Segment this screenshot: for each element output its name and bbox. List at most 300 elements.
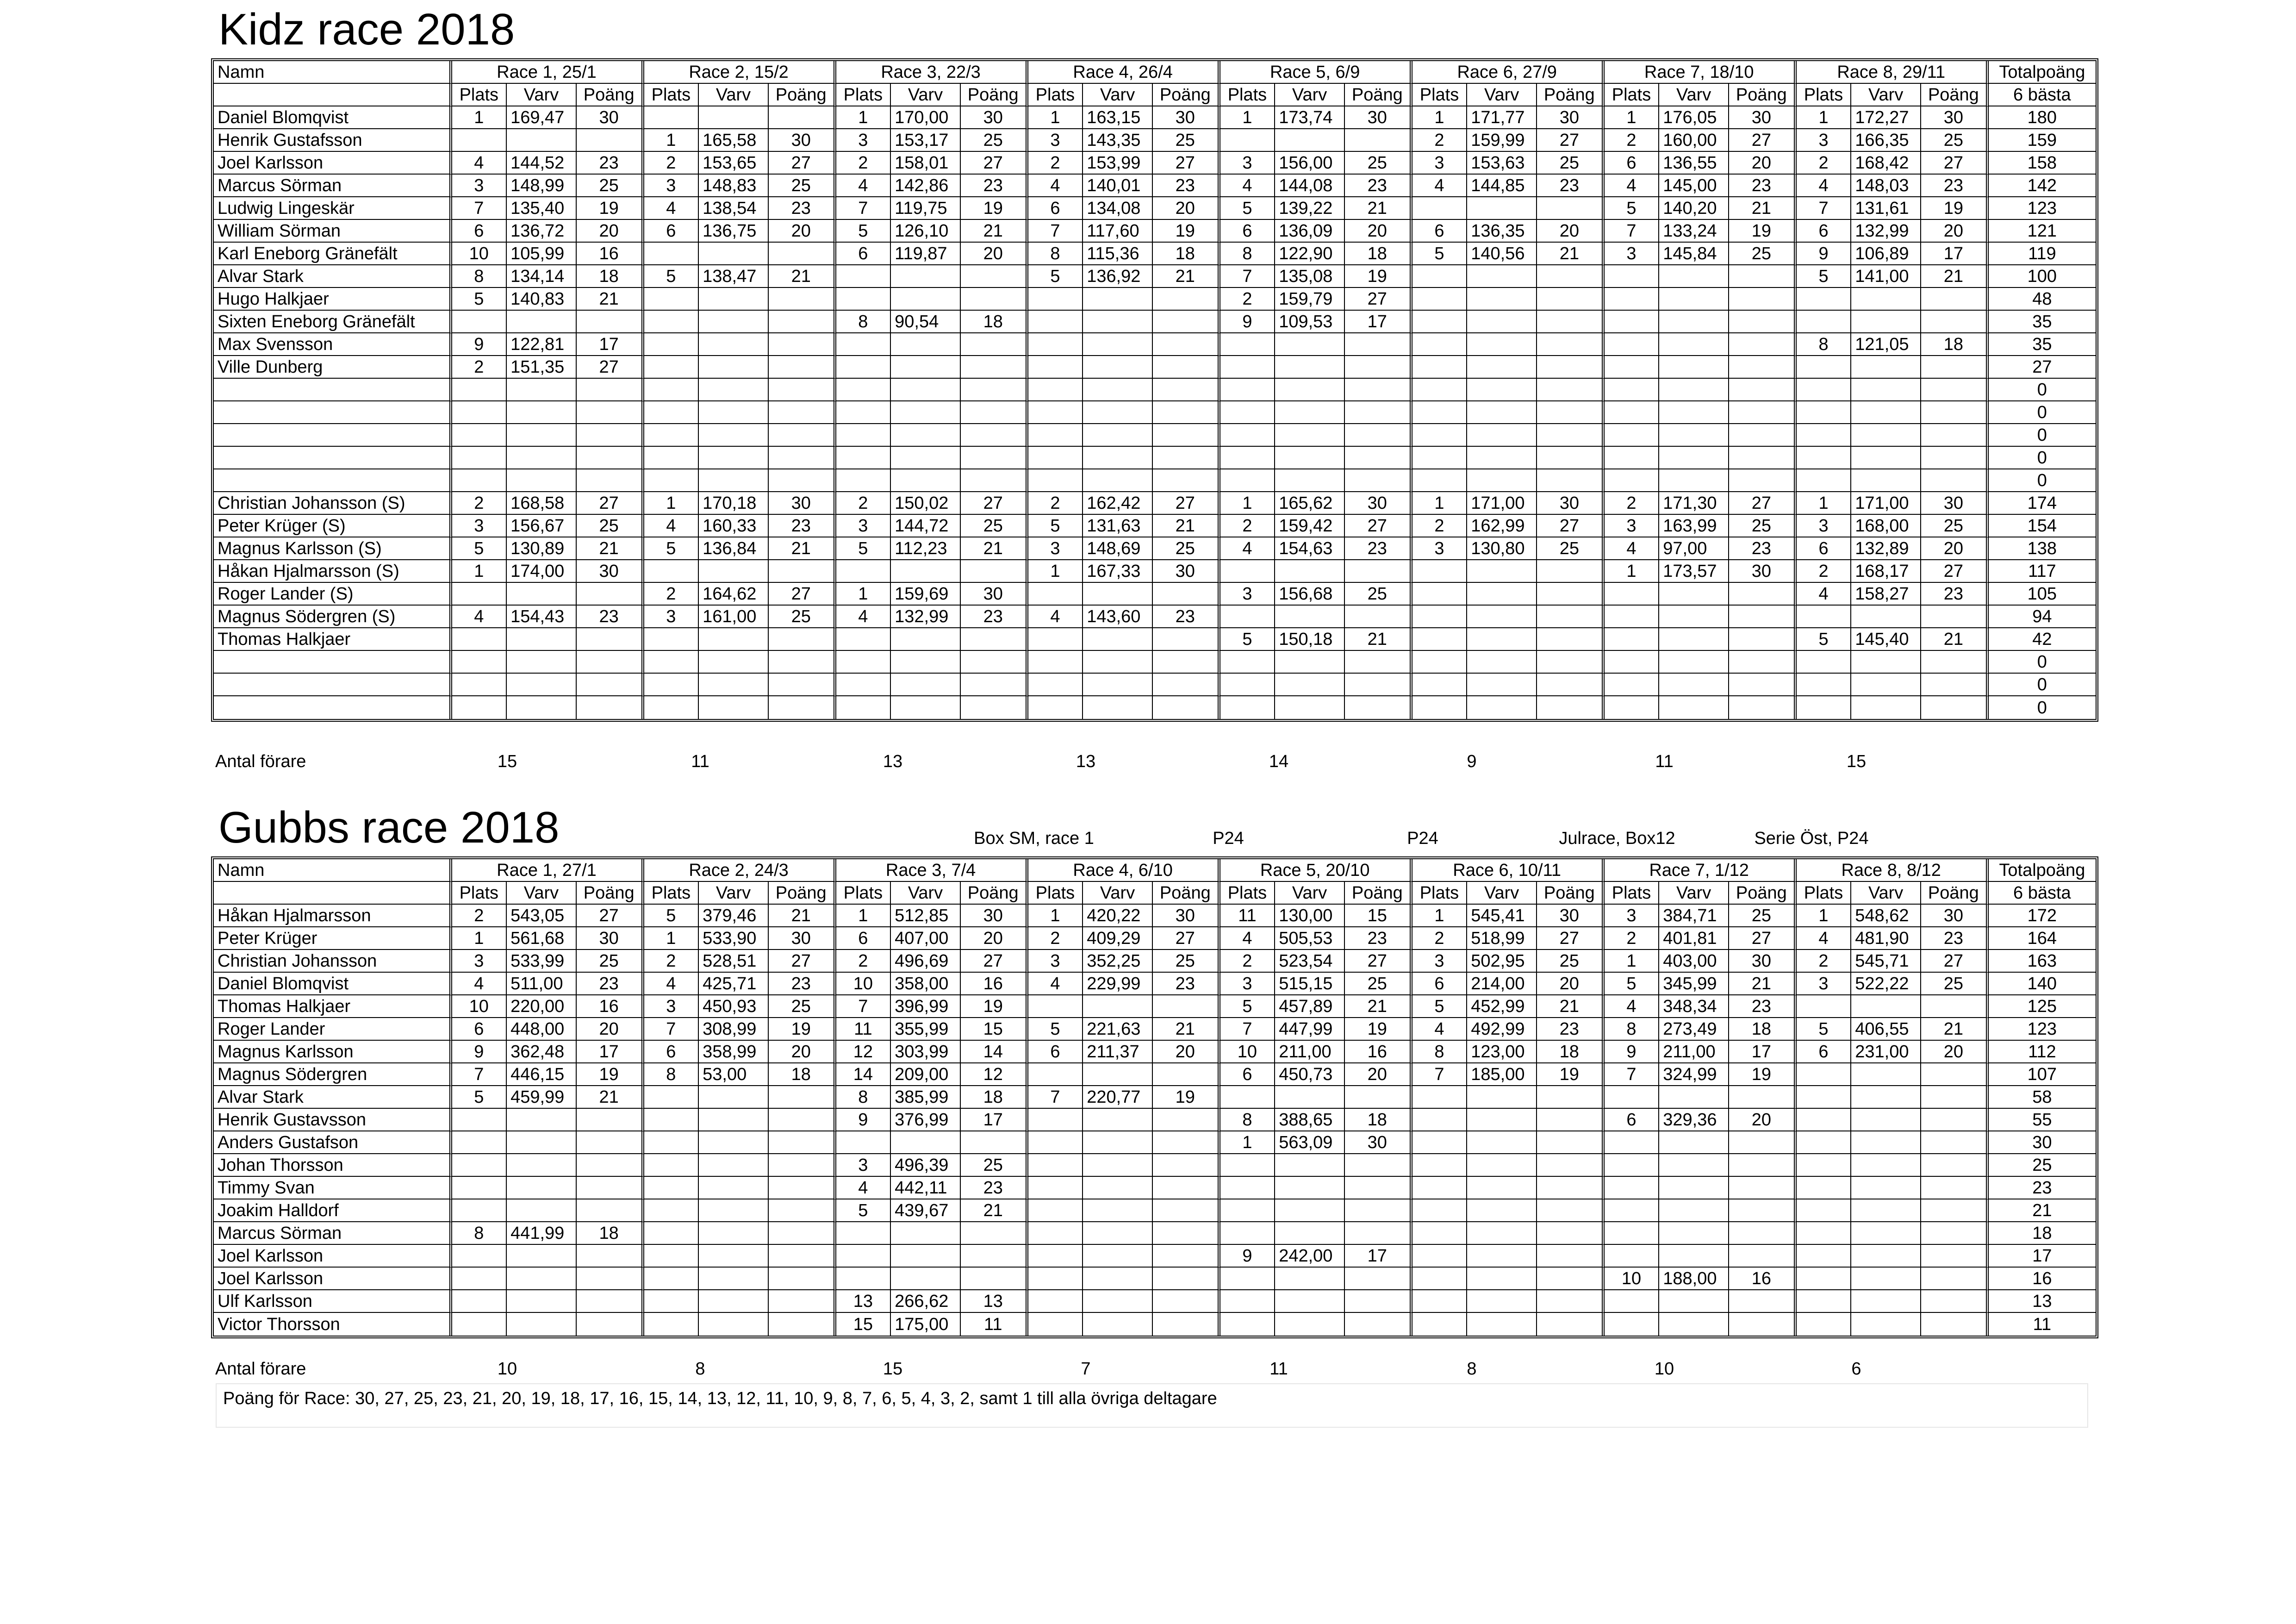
cell-varv xyxy=(507,1199,577,1222)
cell-varv xyxy=(1467,696,1537,719)
cell-varv xyxy=(1083,1245,1153,1268)
table-row xyxy=(214,401,2096,424)
cell-plats xyxy=(1605,1131,1660,1154)
cell-poang: 14 xyxy=(961,1041,1028,1063)
cell-plats xyxy=(452,1109,507,1131)
cell-varv: 159,99 xyxy=(1467,129,1537,152)
kidz-results-table xyxy=(211,58,2098,722)
cell-plats: 10 xyxy=(1220,1041,1276,1063)
cell-varv: 145,40 xyxy=(1851,628,1921,651)
cell-varv: 376,99 xyxy=(891,1109,961,1131)
table-row xyxy=(214,515,2096,537)
cell-plats xyxy=(452,379,507,401)
sub-header-plats: Plats xyxy=(644,882,699,905)
sub-header-poang: Poäng xyxy=(1921,882,1989,905)
cell-plats: 8 xyxy=(1605,1018,1660,1041)
cell-poang xyxy=(1153,1177,1220,1199)
total-sub-header: 6 bästa xyxy=(1989,84,2096,106)
cell-varv xyxy=(1467,1222,1537,1245)
cell-varv: 273,49 xyxy=(1659,1018,1729,1041)
cell-plats: 7 xyxy=(1220,1018,1276,1041)
cell-varv: 505,53 xyxy=(1275,927,1345,950)
cell-poang: 30 xyxy=(1153,905,1220,927)
total-points: 0 xyxy=(1989,651,2096,674)
race-header-7: Race 7, 18/10 xyxy=(1605,61,1797,84)
cell-poang xyxy=(1153,288,1220,311)
total-points: 142 xyxy=(1989,175,2096,197)
cell-poang xyxy=(769,1109,836,1131)
cell-varv xyxy=(507,129,577,152)
cell-plats xyxy=(1605,1086,1660,1109)
cell-plats xyxy=(1605,606,1660,628)
cell-plats xyxy=(1220,129,1276,152)
cell-plats: 3 xyxy=(1797,129,1852,152)
cell-poang: 21 xyxy=(1345,197,1412,220)
cell-plats: 3 xyxy=(1412,950,1468,973)
cell-plats xyxy=(1220,1086,1276,1109)
sub-header-poang: Poäng xyxy=(1153,84,1220,106)
cell-varv xyxy=(507,1154,577,1177)
cell-plats xyxy=(1605,424,1660,447)
cell-plats: 4 xyxy=(1797,583,1852,606)
cell-varv: 168,17 xyxy=(1851,560,1921,583)
cell-plats xyxy=(1412,424,1468,447)
cell-poang: 19 xyxy=(961,197,1028,220)
cell-plats xyxy=(644,311,699,333)
cell-plats: 6 xyxy=(644,1041,699,1063)
total-points: 23 xyxy=(1989,1177,2096,1199)
cell-poang: 25 xyxy=(769,995,836,1018)
cell-poang xyxy=(1537,583,1605,606)
cell-plats xyxy=(1797,379,1852,401)
cell-plats: 2 xyxy=(644,950,699,973)
cell-varv xyxy=(699,401,769,424)
cell-poang xyxy=(1153,696,1220,719)
cell-plats: 4 xyxy=(1028,973,1083,995)
cell-plats xyxy=(1220,1177,1276,1199)
cell-varv xyxy=(1083,447,1153,469)
cell-poang: 25 xyxy=(1345,152,1412,175)
cell-varv: 135,40 xyxy=(507,197,577,220)
cell-poang: 30 xyxy=(577,106,644,129)
cell-plats: 1 xyxy=(1220,492,1276,515)
cell-poang xyxy=(961,333,1028,356)
cell-poang: 25 xyxy=(1153,537,1220,560)
cell-plats: 1 xyxy=(1220,106,1276,129)
table-row xyxy=(214,560,2096,583)
cell-plats xyxy=(1220,674,1276,696)
cell-plats: 2 xyxy=(836,152,891,175)
cell-plats xyxy=(1028,333,1083,356)
race-header-3: Race 3, 22/3 xyxy=(836,61,1028,84)
cell-poang: 19 xyxy=(577,197,644,220)
cell-plats xyxy=(644,424,699,447)
cell-varv xyxy=(1659,583,1729,606)
sub-header-plats: Plats xyxy=(1412,84,1468,106)
cell-plats xyxy=(1028,1268,1083,1290)
total-header: Totalpoäng xyxy=(1989,61,2096,84)
cell-poang xyxy=(577,129,644,152)
table-row xyxy=(214,197,2096,220)
cell-varv: 121,05 xyxy=(1851,333,1921,356)
cell-plats xyxy=(1605,379,1660,401)
cell-plats: 1 xyxy=(452,927,507,950)
cell-plats xyxy=(1412,1131,1468,1154)
cell-poang: 20 xyxy=(577,1018,644,1041)
driver-name: Timmy Svan xyxy=(214,1177,452,1199)
cell-plats: 3 xyxy=(452,515,507,537)
cell-plats: 4 xyxy=(452,152,507,175)
table-row xyxy=(214,129,2096,152)
cell-varv: 355,99 xyxy=(891,1018,961,1041)
cell-plats: 3 xyxy=(644,175,699,197)
cell-poang: 30 xyxy=(1729,106,1797,129)
cell-plats: 3 xyxy=(1220,583,1276,606)
cell-poang: 27 xyxy=(961,152,1028,175)
cell-plats xyxy=(1797,651,1852,674)
driver-name: Peter Krüger (S) xyxy=(214,515,452,537)
cell-varv: 122,90 xyxy=(1275,243,1345,265)
cell-poang: 21 xyxy=(1345,995,1412,1018)
cell-poang xyxy=(1153,424,1220,447)
cell-varv xyxy=(1083,1313,1153,1336)
cell-poang xyxy=(1345,1222,1412,1245)
cell-varv: 170,00 xyxy=(891,106,961,129)
cell-plats xyxy=(1797,1222,1852,1245)
cell-plats xyxy=(1412,1199,1468,1222)
cell-poang xyxy=(1153,447,1220,469)
cell-plats: 4 xyxy=(1797,175,1852,197)
cell-varv: 345,99 xyxy=(1659,973,1729,995)
cell-plats: 7 xyxy=(1412,1063,1468,1086)
cell-plats xyxy=(1028,1131,1083,1154)
cell-plats xyxy=(644,696,699,719)
table-row xyxy=(214,311,2096,333)
driver-name: Joel Karlsson xyxy=(214,1245,452,1268)
cell-varv xyxy=(1275,606,1345,628)
total-points: 174 xyxy=(1989,492,2096,515)
points-footnote: Poäng för Race: 30, 27, 25, 23, 21, 20, 19, 18, 17, 16, 15, 14, 13, 12, 11, 10, 9, 8, 7, 6, 5, 4, 3, 2, samt 1 till alla övriga deltagare xyxy=(216,1383,2088,1428)
cell-varv: 409,29 xyxy=(1083,927,1153,950)
cell-plats: 7 xyxy=(1797,197,1852,220)
cell-plats: 6 xyxy=(1220,220,1276,243)
cell-poang: 16 xyxy=(1729,1268,1797,1290)
cell-poang xyxy=(577,674,644,696)
cell-plats xyxy=(1412,311,1468,333)
cell-varv xyxy=(1467,1313,1537,1336)
cell-plats xyxy=(1605,469,1660,492)
cell-varv xyxy=(1083,628,1153,651)
cell-varv xyxy=(1275,1199,1345,1222)
cell-varv: 496,69 xyxy=(891,950,961,973)
cell-varv xyxy=(1467,1109,1537,1131)
cell-plats: 6 xyxy=(1605,152,1660,175)
cell-varv xyxy=(891,1222,961,1245)
cell-poang xyxy=(1729,265,1797,288)
cell-poang: 25 xyxy=(577,175,644,197)
cell-plats: 3 xyxy=(644,995,699,1018)
cell-varv: 119,75 xyxy=(891,197,961,220)
cell-poang xyxy=(1153,628,1220,651)
cell-poang xyxy=(1537,1199,1605,1222)
cell-poang xyxy=(1921,288,1989,311)
cell-plats xyxy=(1412,1086,1468,1109)
cell-varv xyxy=(1083,674,1153,696)
cell-varv: 143,60 xyxy=(1083,606,1153,628)
cell-plats: 6 xyxy=(1797,1041,1852,1063)
cell-plats: 2 xyxy=(452,905,507,927)
gubbs-header-race-row xyxy=(214,859,2096,882)
cell-plats xyxy=(644,106,699,129)
total-points: 11 xyxy=(2033,1314,2052,1334)
cell-poang xyxy=(1729,1290,1797,1313)
cell-poang xyxy=(1921,1109,1989,1131)
total-points: 117 xyxy=(1989,560,2096,583)
cell-poang xyxy=(1921,1313,1989,1336)
cell-varv: 140,56 xyxy=(1467,243,1537,265)
cell-poang xyxy=(577,469,644,492)
cell-poang xyxy=(1537,560,1605,583)
cell-plats: 5 xyxy=(1605,197,1660,220)
cell-plats xyxy=(1797,1131,1852,1154)
cell-varv xyxy=(699,1313,769,1336)
cell-plats: 3 xyxy=(836,1154,891,1177)
cell-varv: 151,35 xyxy=(507,356,577,379)
cell-poang: 17 xyxy=(1345,1245,1412,1268)
sub-header-plats: Plats xyxy=(1797,882,1852,905)
sub-header-plats: Plats xyxy=(1028,882,1083,905)
cell-poang xyxy=(1537,1154,1605,1177)
cell-plats xyxy=(452,1177,507,1199)
driver-name: Magnus Karlsson xyxy=(214,1041,452,1063)
cell-poang xyxy=(577,447,644,469)
cell-plats xyxy=(1605,1199,1660,1222)
total-points: 0 xyxy=(1989,424,2096,447)
cell-varv xyxy=(891,424,961,447)
cell-poang: 30 xyxy=(769,492,836,515)
cell-plats xyxy=(1797,311,1852,333)
cell-plats: 4 xyxy=(836,606,891,628)
cell-varv: 211,00 xyxy=(1275,1041,1345,1063)
cell-varv xyxy=(699,424,769,447)
table-row xyxy=(214,379,2096,401)
cell-plats: 2 xyxy=(1605,927,1660,950)
cell-varv xyxy=(507,401,577,424)
cell-poang: 27 xyxy=(577,492,644,515)
cell-varv: 496,39 xyxy=(891,1154,961,1177)
cell-poang xyxy=(769,1290,836,1313)
cell-varv: 441,99 xyxy=(507,1222,577,1245)
cell-poang: 20 xyxy=(1153,197,1220,220)
cell-varv: 492,99 xyxy=(1467,1018,1537,1041)
cell-plats xyxy=(1028,1109,1083,1131)
cell-varv xyxy=(699,651,769,674)
cell-plats: 3 xyxy=(1220,152,1276,175)
sub-header-plats: Plats xyxy=(1220,84,1276,106)
cell-plats: 7 xyxy=(1028,220,1083,243)
cell-poang: 27 xyxy=(1537,515,1605,537)
driver-name xyxy=(214,401,452,424)
cell-poang: 18 xyxy=(961,1086,1028,1109)
cell-plats: 7 xyxy=(1605,220,1660,243)
total-points: 42 xyxy=(1989,628,2096,651)
cell-varv xyxy=(1659,1177,1729,1199)
cell-plats xyxy=(836,1268,891,1290)
cell-poang xyxy=(961,265,1028,288)
total-header: Totalpoäng xyxy=(1989,859,2096,882)
cell-poang: 23 xyxy=(1345,175,1412,197)
cell-plats xyxy=(1797,1245,1852,1268)
cell-plats xyxy=(1028,995,1083,1018)
cell-plats xyxy=(1412,1154,1468,1177)
cell-plats xyxy=(1797,1177,1852,1199)
cell-plats xyxy=(1797,1154,1852,1177)
driver-count-race-5: 14 xyxy=(1269,752,1289,771)
cell-varv xyxy=(1083,469,1153,492)
cell-varv: 138,47 xyxy=(699,265,769,288)
cell-varv xyxy=(1851,401,1921,424)
cell-varv: 112,23 xyxy=(891,537,961,560)
cell-poang xyxy=(769,1177,836,1199)
cell-poang: 16 xyxy=(1345,1041,1412,1063)
cell-poang xyxy=(1537,651,1605,674)
cell-plats: 7 xyxy=(452,197,507,220)
cell-poang xyxy=(1153,995,1220,1018)
table-row xyxy=(214,469,2096,492)
cell-plats: 8 xyxy=(1028,243,1083,265)
cell-varv xyxy=(1851,1245,1921,1268)
cell-poang: 25 xyxy=(1921,129,1989,152)
cell-varv: 148,69 xyxy=(1083,537,1153,560)
cell-poang: 30 xyxy=(1153,106,1220,129)
cell-varv xyxy=(891,696,961,719)
cell-poang xyxy=(961,628,1028,651)
cell-plats: 3 xyxy=(1028,129,1083,152)
cell-poang xyxy=(1537,1131,1605,1154)
cell-plats: 11 xyxy=(836,1018,891,1041)
cell-plats xyxy=(1028,1154,1083,1177)
cell-plats: 9 xyxy=(1220,1245,1276,1268)
race-header-7: Race 7, 1/12 xyxy=(1605,859,1797,882)
cell-plats: 5 xyxy=(1220,628,1276,651)
driver-count-race-1: 15 xyxy=(497,752,517,771)
cell-poang: 19 xyxy=(1153,220,1220,243)
cell-varv: 140,01 xyxy=(1083,175,1153,197)
cell-poang: 30 xyxy=(769,129,836,152)
cell-poang xyxy=(1153,1063,1220,1086)
cell-poang xyxy=(1537,424,1605,447)
cell-poang xyxy=(769,424,836,447)
cell-poang xyxy=(1921,401,1989,424)
sub-header-poang: Poäng xyxy=(1729,84,1797,106)
gubbs-driver-count-label: Antal förare xyxy=(215,1359,306,1379)
cell-poang: 30 xyxy=(1345,1131,1412,1154)
cell-varv xyxy=(699,674,769,696)
total-points: 159 xyxy=(1989,129,2096,152)
cell-varv xyxy=(1083,401,1153,424)
cell-varv: 156,68 xyxy=(1275,583,1345,606)
total-points: 119 xyxy=(1989,243,2096,265)
cell-varv: 162,42 xyxy=(1083,492,1153,515)
sub-header-varv: Varv xyxy=(699,84,769,106)
cell-poang xyxy=(577,1268,644,1290)
sub-header-varv: Varv xyxy=(1467,84,1537,106)
cell-plats xyxy=(644,1109,699,1131)
cell-poang xyxy=(769,1245,836,1268)
cell-plats xyxy=(1028,356,1083,379)
sub-header-poang: Poäng xyxy=(961,84,1028,106)
cell-poang xyxy=(577,696,644,719)
cell-varv: 384,71 xyxy=(1659,905,1729,927)
cell-varv xyxy=(1851,651,1921,674)
cell-poang: 27 xyxy=(769,950,836,973)
cell-varv: 168,58 xyxy=(507,492,577,515)
cell-poang xyxy=(1729,288,1797,311)
cell-plats xyxy=(1220,333,1276,356)
cell-varv xyxy=(1467,356,1537,379)
cell-poang xyxy=(1537,696,1605,719)
cell-plats: 1 xyxy=(836,905,891,927)
cell-poang: 20 xyxy=(1729,152,1797,175)
cell-poang: 17 xyxy=(961,1109,1028,1131)
cell-varv: 172,27 xyxy=(1851,106,1921,129)
cell-plats: 1 xyxy=(1605,106,1660,129)
cell-poang xyxy=(1153,469,1220,492)
cell-plats xyxy=(836,628,891,651)
cell-varv: 150,02 xyxy=(891,492,961,515)
race-header-4: Race 4, 6/10 xyxy=(1028,859,1220,882)
cell-varv xyxy=(699,1199,769,1222)
cell-varv xyxy=(1659,447,1729,469)
cell-plats: 3 xyxy=(1605,515,1660,537)
table-row xyxy=(214,950,2096,973)
cell-poang xyxy=(1921,674,1989,696)
cell-varv: 362,48 xyxy=(507,1041,577,1063)
cell-varv xyxy=(1467,447,1537,469)
sub-header-poang: Poäng xyxy=(769,84,836,106)
cell-poang xyxy=(1537,447,1605,469)
driver-name: Håkan Hjalmarsson (S) xyxy=(214,560,452,583)
cell-plats: 6 xyxy=(1412,973,1468,995)
cell-plats xyxy=(1797,1268,1852,1290)
cell-plats xyxy=(452,1154,507,1177)
cell-plats: 12 xyxy=(836,1041,891,1063)
cell-poang: 18 xyxy=(1153,243,1220,265)
total-points: 0 xyxy=(1989,401,2096,424)
cell-plats xyxy=(452,1199,507,1222)
cell-poang xyxy=(961,424,1028,447)
cell-plats xyxy=(1797,424,1852,447)
cell-plats: 4 xyxy=(644,973,699,995)
cell-plats: 1 xyxy=(452,560,507,583)
cell-plats xyxy=(1220,1222,1276,1245)
cell-poang: 27 xyxy=(1537,927,1605,950)
cell-plats xyxy=(1797,469,1852,492)
cell-plats xyxy=(836,1131,891,1154)
cell-varv xyxy=(1083,311,1153,333)
cell-plats xyxy=(836,333,891,356)
cell-plats xyxy=(1412,197,1468,220)
cell-poang xyxy=(577,1177,644,1199)
cell-poang: 25 xyxy=(577,515,644,537)
cell-varv xyxy=(891,379,961,401)
cell-poang xyxy=(1153,674,1220,696)
cell-poang: 23 xyxy=(1921,927,1989,950)
cell-plats xyxy=(1605,288,1660,311)
cell-poang: 21 xyxy=(577,288,644,311)
driver-name xyxy=(214,469,452,492)
cell-poang xyxy=(1537,1268,1605,1290)
